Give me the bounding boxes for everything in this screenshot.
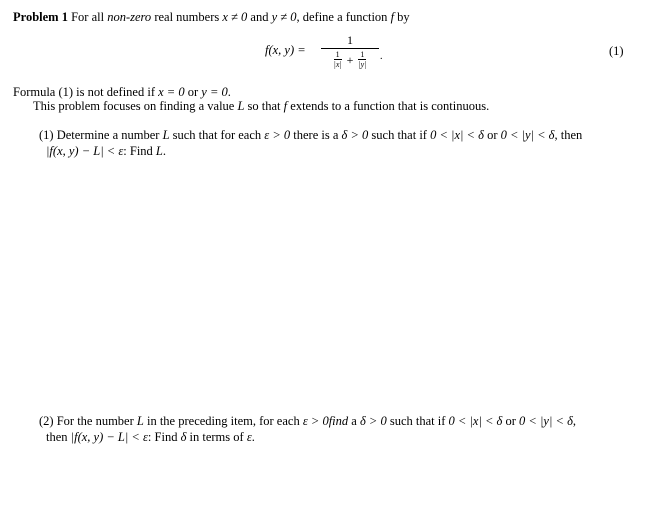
inner-denominator-y: |y|	[358, 60, 367, 69]
item1-text-c: such that if	[368, 128, 431, 142]
fraction-denominator	[321, 51, 379, 69]
inner-numerator-y: 1	[360, 50, 365, 59]
note2-text-b: so that	[244, 99, 284, 113]
item2-delta: δ > 0	[359, 414, 387, 428]
inner-denominator-x: |x|	[333, 60, 342, 69]
item1-line-2	[46, 144, 166, 159]
fraction-bar	[321, 48, 379, 49]
item1-cond-x: 0 < |x| < δ	[430, 128, 484, 142]
intro-text-a: For all	[71, 10, 108, 24]
item2-inequality: |f(x, y) − L| < ε	[70, 430, 148, 444]
item2-line-1	[39, 414, 576, 429]
note-line-2	[33, 99, 489, 114]
item2-text-c: such that if	[386, 414, 449, 428]
item2-or: or	[502, 414, 520, 428]
note2-text-c: extends to a function that is continuous.	[287, 99, 490, 113]
inner-fraction-y	[358, 51, 366, 69]
item2-lead: (2) For the number	[39, 414, 137, 428]
item2-find-delta: δ	[180, 430, 187, 444]
problem-statement	[13, 10, 410, 25]
item2-text-b: a	[348, 414, 360, 428]
equation-1	[265, 34, 385, 74]
item1-find-L: L	[155, 144, 163, 158]
item2-period: .	[251, 430, 255, 444]
item2-cond-y: 0 < |y| < δ	[519, 414, 573, 428]
item2-eps-final: ε	[246, 430, 252, 444]
intro-by: by	[394, 10, 410, 24]
fraction-numerator: 1	[347, 33, 353, 47]
item1-period: .	[162, 144, 166, 158]
equation-number: (1)	[609, 44, 624, 58]
item1-or: or	[483, 128, 501, 142]
item2-comma: ,	[572, 414, 577, 428]
intro-and: and	[247, 10, 272, 24]
item2-find-emph: find	[328, 414, 349, 428]
x-equals-zero: x = 0	[158, 85, 185, 99]
note1-or: or	[184, 85, 202, 99]
note1-end: .	[227, 85, 231, 99]
item1-eps: ε > 0	[264, 128, 291, 142]
equation-period: .	[380, 51, 383, 62]
item2-cond-x: 0 < |x| < δ	[448, 414, 503, 428]
item2-L: L	[136, 414, 144, 428]
inner-fraction-x	[334, 51, 342, 69]
problem-label: Problem 1	[13, 10, 68, 24]
item2-find: : Find	[147, 430, 181, 444]
item1-lead: (1) Determine a number	[39, 128, 163, 142]
note2-L: L	[237, 99, 245, 113]
item2-eps: ε > 0	[302, 414, 329, 428]
y-equals-zero: y = 0	[201, 85, 228, 99]
main-fraction	[321, 34, 379, 69]
x-not-zero: x ≠ 0	[222, 10, 248, 24]
plus-sign: +	[346, 53, 354, 67]
item2-then: then	[46, 430, 71, 444]
intro-text-b: real numbers	[151, 10, 223, 24]
item1-line-1	[39, 128, 582, 143]
intro-text-c: , define a function	[296, 10, 391, 24]
item2-text-a: in the preceding item, for each	[143, 414, 303, 428]
item1-delta: δ > 0	[341, 128, 369, 142]
item1-cond-y: 0 < |y| < δ	[500, 128, 555, 142]
note2-f: f	[283, 99, 288, 113]
item1-then: , then	[554, 128, 583, 142]
item1-L: L	[162, 128, 170, 142]
inner-numerator-x: 1	[335, 50, 340, 59]
note1-text-a: Formula (1) is not defined if	[13, 85, 159, 99]
function-f: f	[390, 10, 395, 24]
equation-lhs: f(x, y) =	[265, 43, 306, 57]
y-not-zero: y ≠ 0	[271, 10, 297, 24]
item2-in-terms: in terms of	[186, 430, 247, 444]
item1-find: : Find	[123, 144, 156, 158]
intro-nonzero: non-zero	[107, 10, 152, 24]
item1-text-b: there is a	[290, 128, 342, 142]
item1-text-a: such that for each	[169, 128, 265, 142]
note-line-1	[13, 85, 231, 100]
note2-text-a: This problem focuses on finding a value	[33, 99, 238, 113]
item2-line-2	[46, 430, 255, 445]
item1-inequality: |f(x, y) − L| < ε	[46, 144, 124, 158]
